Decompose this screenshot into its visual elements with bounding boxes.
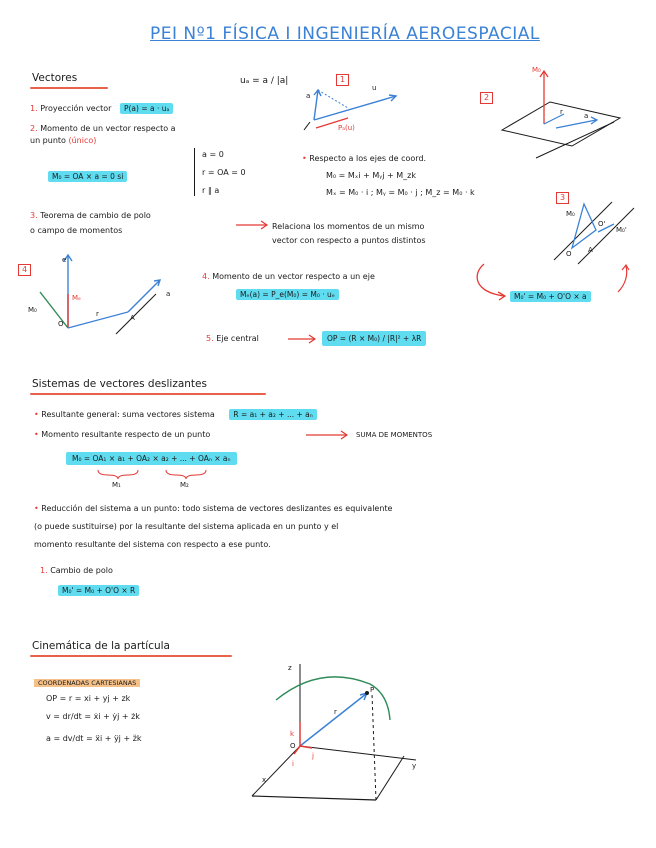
- underbrace-label-2: M₂: [180, 481, 189, 489]
- relates-text-2: vector con respecto a puntos distintos: [272, 236, 426, 245]
- moment-formula: M₀ = OA × a = 0 si: [48, 171, 127, 182]
- moment-sum-row: [66, 454, 237, 464]
- bullet-resultant: • Resultante general: suma vectores sistema R = a₁ + a₂ + ... + aₙ: [34, 410, 317, 420]
- point-p-label: P: [370, 686, 375, 694]
- moment-formula-row: [48, 172, 127, 182]
- item-3-line2: o campo de momentos: [30, 226, 123, 235]
- section-underline: [30, 393, 266, 395]
- case-2: r = OA = 0: [202, 168, 246, 177]
- fig4-e-label: e: [62, 256, 67, 264]
- resultant-formula: R = a₁ + a₂ + ... + aₙ: [229, 409, 316, 420]
- axis-moment-row: [236, 290, 339, 300]
- underbrace-label-1: M₁: [112, 481, 121, 489]
- item-3: [30, 211, 151, 221]
- change-of-pole-row: [510, 292, 591, 302]
- arrow-sum-moments: [306, 430, 350, 440]
- cambio-polo-item: [40, 566, 113, 576]
- curved-arrow: [470, 262, 510, 302]
- reduction-text-1: Reducción del sistema a un punto: todo sistema de vectores deslizantes es equivalente: [41, 504, 393, 513]
- underbraces: [96, 468, 216, 480]
- position-formula: OP = r = xi + yj + zk: [46, 694, 131, 703]
- section-underline: [30, 655, 232, 657]
- fig4-a-label: A: [130, 314, 135, 322]
- fig4-r-label: r: [96, 310, 99, 318]
- item-1: [30, 104, 173, 114]
- item-5: [206, 334, 259, 344]
- central-axis-formula: OP = (R × M₀) / |R|² + λR: [322, 331, 426, 346]
- arrow-central-axis: [288, 334, 318, 344]
- moment-label: Momento resultante respecto de un punto: [41, 430, 211, 439]
- fig4-vec-label: a: [166, 290, 171, 298]
- central-axis-row: [322, 334, 426, 344]
- coords-label: Respecto a los ejes de coord.: [309, 154, 427, 163]
- cartesian-label: COORDENADAS CARTESIANAS: [34, 679, 140, 687]
- reduction-line-1: • Reducción del sistema a un punto: todo sistema de vectores deslizantes es equivalente: [34, 504, 393, 513]
- cambio-polo-label: Cambio de polo: [50, 566, 113, 575]
- cambio-polo-row: [58, 586, 139, 596]
- item-number: 3.: [30, 211, 38, 220]
- k-label: k: [290, 730, 295, 738]
- bullet-moment: • Momento resultante respecto de un punto: [34, 430, 211, 439]
- origin-label: O: [290, 742, 296, 750]
- unit-vector-formula: uₐ = a / |a|: [240, 76, 289, 86]
- fig3-mo-label: M₀: [566, 210, 575, 218]
- fig3-mo2-label: M₀': [616, 226, 627, 234]
- fig3-a-label: A: [588, 246, 593, 254]
- case-3: r ∥ a: [202, 186, 220, 195]
- section-heading-vectores: Vectores: [32, 72, 78, 84]
- item-2-line2: [30, 136, 96, 146]
- item-2: [30, 124, 176, 134]
- case-1: a = 0: [202, 150, 224, 159]
- axis-z-label: z: [288, 664, 292, 672]
- projection-formula: P(a) = a · uₐ: [120, 103, 173, 114]
- reduction-line-2: (o puede sustituirse) por la resultante del sistema aplicada en un punto y el: [34, 522, 339, 531]
- axis-moment-formula: Mₑ(a) = P_e(M₀) = M₀ · uₑ: [236, 289, 339, 300]
- section-heading-cinematica: Cinemática de la partícula: [32, 640, 170, 652]
- sum-moments-label: SUMA DE MOMENTOS: [356, 431, 433, 439]
- j-label: j: [312, 752, 314, 760]
- item-label: Eje central: [216, 334, 259, 343]
- fig4-mo-label: M₀: [28, 306, 37, 314]
- coords-bullet: • Respecto a los ejes de coord.: [302, 154, 427, 163]
- moment-sum-formula: M₀ = OA₁ × a₁ + OA₂ × a₂ + ... + OAₙ × aₙ: [66, 452, 237, 465]
- item-number: 4.: [202, 272, 210, 281]
- page-title: PEI Nº1 FÍSICA I INGENIERÍA AEROESPACIAL: [150, 24, 540, 44]
- cases-brace: [194, 148, 195, 196]
- acceleration-formula: a = dv/dt = ẍi + ÿj + z̈k: [46, 734, 142, 743]
- section-heading-sistemas: Sistemas de vectores deslizantes: [32, 378, 207, 390]
- velocity-formula: v = dr/dt = ẋi + ẏj + żk: [46, 712, 140, 721]
- item-number: 5.: [206, 334, 214, 343]
- fig1-u-label: u: [372, 84, 377, 92]
- item-label: Momento de un vector respecto a: [40, 124, 176, 133]
- figure-label-3: 3: [556, 192, 569, 204]
- small-arrow-up: [616, 264, 636, 294]
- section-underline: [30, 87, 108, 89]
- arrow-relates: [236, 220, 270, 230]
- figure-label-1: 1: [336, 74, 349, 86]
- figure-3d-axes: [240, 660, 420, 810]
- fig3-op-label: O': [598, 220, 606, 228]
- fig3-o-label: O: [566, 250, 572, 258]
- fig4-o-label: O: [58, 320, 64, 328]
- i-label: i: [292, 760, 294, 768]
- fig2-a-label: a: [584, 112, 589, 120]
- fig1-projection-label: Pₐ(u): [338, 124, 355, 132]
- item-label: Momento de un vector respecto a un eje: [212, 272, 375, 281]
- relates-text-1: Relaciona los momentos de un mismo: [272, 222, 425, 231]
- figure-label-4: 4: [18, 264, 31, 276]
- axis-x-label: x: [262, 776, 267, 784]
- subheading-cartesian: [34, 670, 140, 689]
- item-4: [202, 272, 375, 282]
- item-number: 2.: [30, 124, 38, 133]
- axis-y-label: y: [412, 762, 417, 770]
- cambio-polo-formula: M₀' = M₀ + O'O × R: [58, 585, 139, 596]
- figure-axis-moment: [30, 250, 160, 340]
- fig2-m-label: M₀: [532, 66, 541, 74]
- figure-label-2: 2: [480, 92, 493, 104]
- item-number: 1.: [30, 104, 38, 113]
- item-label-2: un punto: [30, 136, 66, 145]
- change-of-pole-formula: M₀' = M₀ + O'O × a: [510, 291, 591, 302]
- fig1-a-label: a: [306, 92, 311, 100]
- coords-formula-2: Mₓ = M₀ · i ; Mᵧ = M₀ · j ; M_z = M₀ · k: [326, 188, 475, 197]
- resultant-label: Resultante general: suma vectores sistema: [41, 410, 215, 419]
- r-label: r: [334, 708, 337, 716]
- item-number: 1.: [40, 566, 48, 575]
- item-note: (único): [68, 136, 97, 145]
- coords-formula-1: M₀ = Mₓi + Mᵧj + M_zk: [326, 171, 416, 180]
- figure-plane: [496, 62, 626, 172]
- item-label: Proyección vector: [40, 104, 112, 113]
- fig2-r-label: r: [560, 108, 563, 116]
- reduction-line-3: momento resultante del sistema con respecto a ese punto.: [34, 540, 271, 549]
- fig4-me-label: Mₑ: [72, 294, 81, 302]
- item-label: Teorema de cambio de polo: [40, 211, 151, 220]
